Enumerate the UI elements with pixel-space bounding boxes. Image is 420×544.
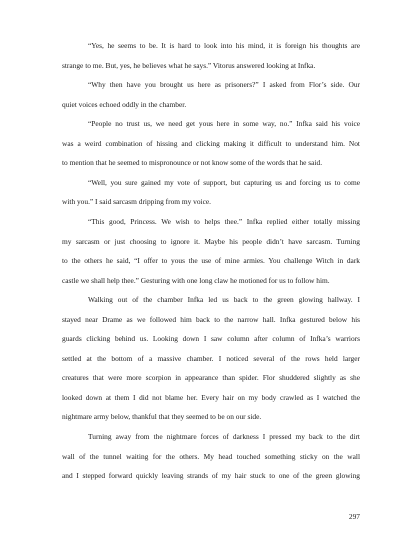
text-line: strange to me. But, yes, he believes what he says.” Vitorus answered looking at Infka.: [62, 60, 316, 70]
text-line: and I stepped forward quickly leaving strands of my hair stuck to one of the green glowing: [62, 471, 360, 481]
text-line: guards clicking behind us. Looking down I saw column after column of Infka’s warriors: [62, 334, 360, 344]
text-line: looked down at them I did not blame her. Every hair on my body crawled as I watched the: [62, 392, 360, 402]
text-line: stayed near Drame as we followed him back to the narrow hall. Infka gestured below his: [62, 314, 360, 324]
text-line: castle we shall help thee.” Gesturing with one long claw he motioned for us to follow him.: [62, 275, 330, 285]
text-line: settled at the bottom of a massive chamber. I noticed several of the rows held larger: [62, 353, 360, 363]
text-line: creatures that were more scorpion in appearance than spider. Flor shuddered slightly as she: [62, 373, 360, 383]
text-line: my sarcasm or just choosing to ignore it. Maybe his people didn’t have sarcasm. Turning: [62, 236, 360, 246]
text-line: quiet voices echoed oddly in the chamber.: [62, 99, 187, 109]
text-line: “Why then have you brought us here as prisoners?” I asked from Flor’s side. Our: [88, 80, 360, 90]
text-line: Walking out of the chamber Infka led us back to the green glowing hallway. I: [88, 295, 360, 305]
page-number: 297: [348, 512, 360, 521]
text-line: to mention that he seemed to mispronounce or not know some of the words that he said.: [62, 158, 323, 168]
text-line: “This good, Princess. We wish to helps thee.” Infka replied either totally missing: [88, 217, 360, 226]
text-line: was a weird combination of hissing and clicking making it difficult to understand him. Not: [62, 138, 360, 148]
text-line: nightmare army below, thankful that they seemed to be on our side.: [62, 412, 262, 422]
text-line: “Yes, he seems to be. It is hard to look into his mind, it is foreign his thoughts are: [88, 41, 360, 50]
text-line: with you.” I said sarcasm dripping from my voice.: [62, 197, 212, 207]
text-line: Turning away from the nightmare forces of darkness I pressed my back to the dirt: [88, 432, 360, 441]
text-line: “People no trust us, we need get yous here in some way, no.” Infka said his voice: [88, 119, 360, 129]
text-line: to the others he said, “I offer to yous the use of mine armies. You challenge Witch in dark: [62, 256, 360, 266]
text-line: “Well, you sure gained my vote of support, but capturing us and forcing us to come: [88, 177, 360, 187]
text-line: wall of the tunnel waiting for the others. My head touched something sticky on the wall: [62, 451, 360, 461]
